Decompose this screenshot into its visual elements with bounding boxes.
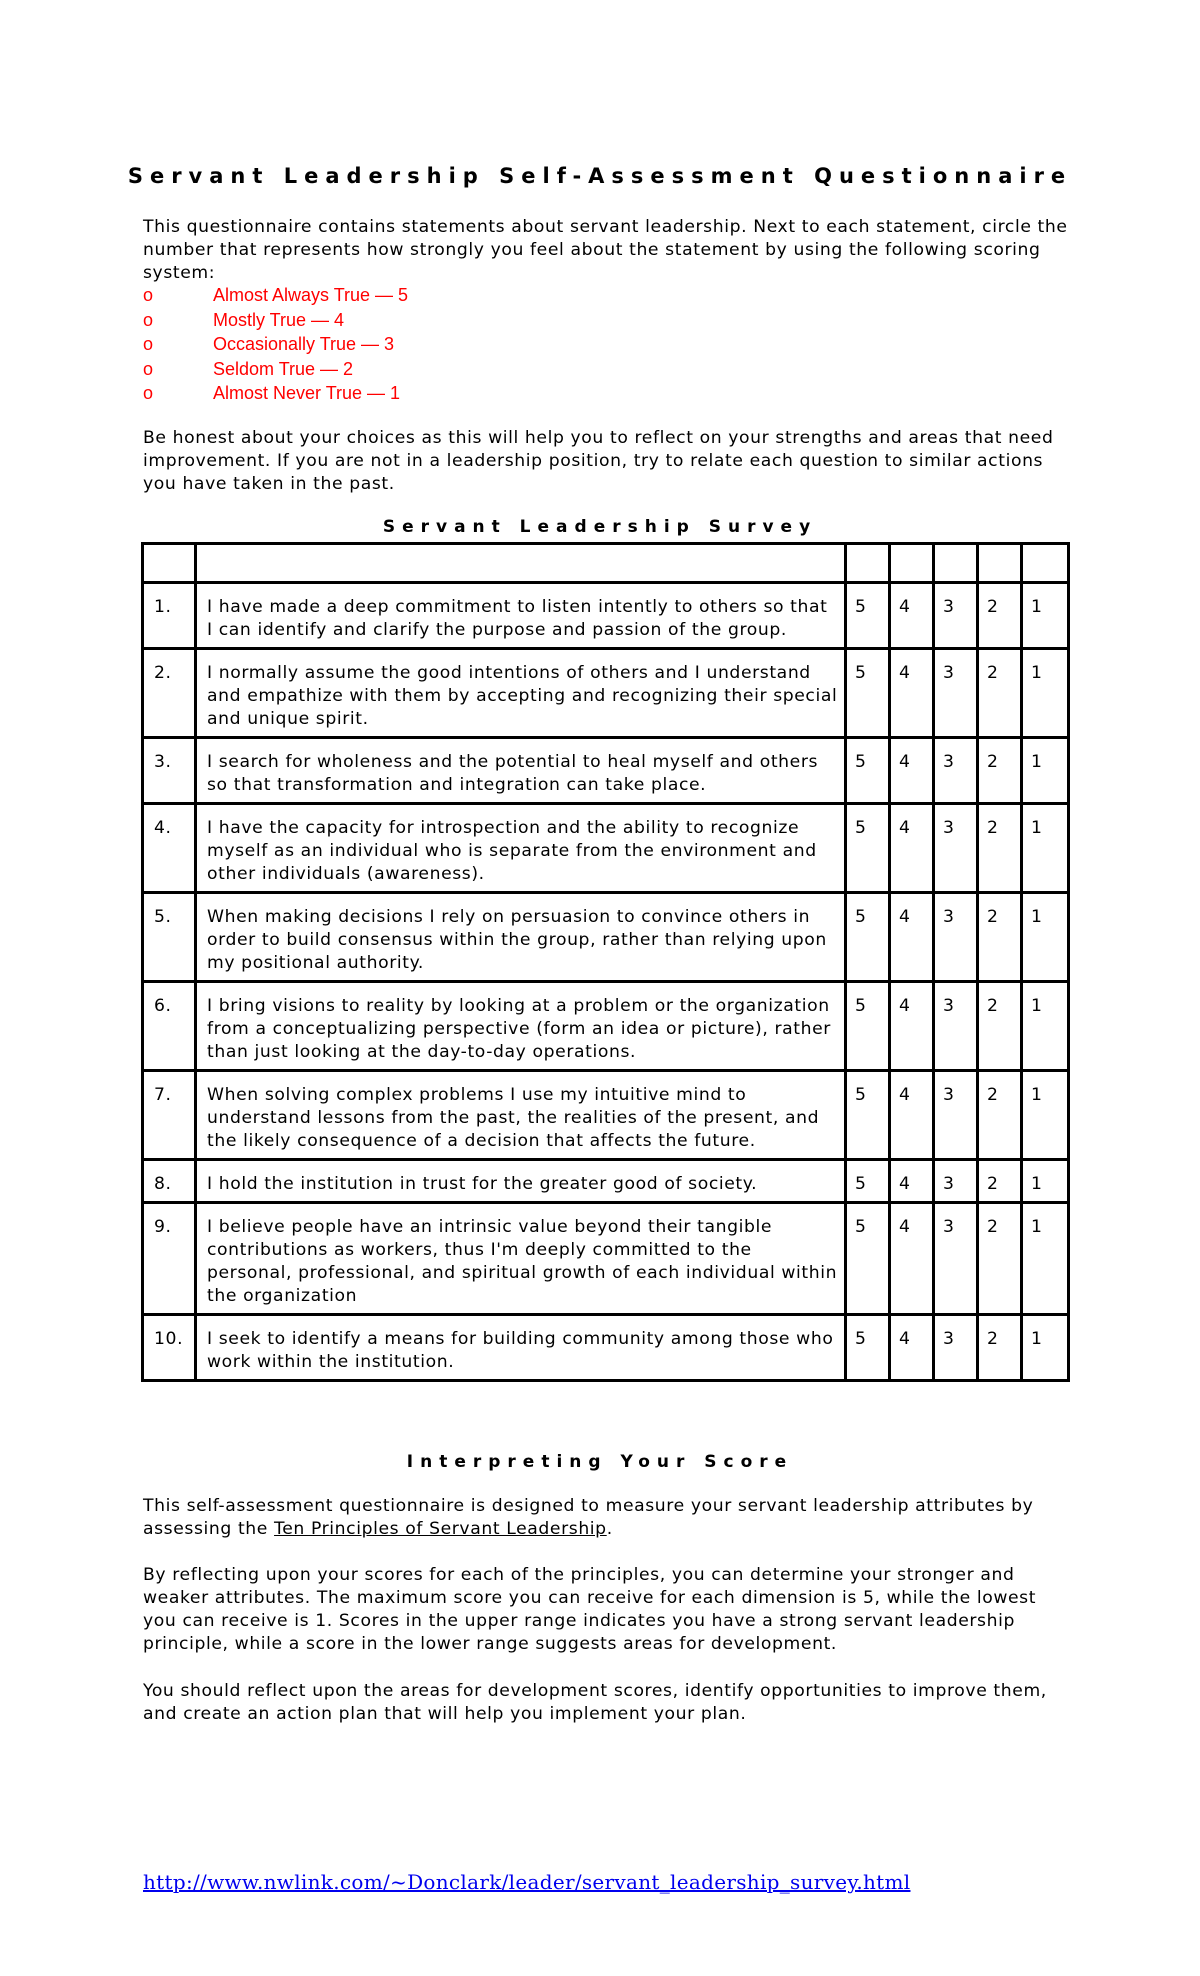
interpreting-heading: Interpreting Your Score: [406, 1452, 794, 1472]
item-statement: I bring visions to reality by looking at a problem or the organization from a conceptualizing perspective (form an idea or picture), rather than just looking at the day-to-day operations.: [197, 983, 847, 1072]
score-option[interactable]: 4: [891, 1072, 935, 1161]
score-option[interactable]: 2: [979, 584, 1023, 650]
score-option[interactable]: 3: [935, 584, 979, 650]
score-option[interactable]: 4: [891, 584, 935, 650]
score-option[interactable]: 1: [1023, 1072, 1067, 1161]
header-cell: [197, 545, 847, 584]
bullet-icon: o: [143, 309, 154, 330]
header-cell: [847, 545, 891, 584]
honesty-paragraph: Be honest about your choices as this will help you to reflect on your strengths and areas that need improvement. If you are not in a leadership position, try to relate each question to similar actions you have taken in the past.: [143, 428, 1054, 494]
score-option[interactable]: 1: [1023, 983, 1067, 1072]
score-option[interactable]: 3: [935, 650, 979, 739]
item-statement: When making decisions I rely on persuasion to convince others in order to build consensus within the group, rather than relying upon my positional authority.: [197, 894, 847, 983]
interpreting-paragraph-2: By reflecting upon your scores for each of the principles, you can determine your stronger and weaker attributes. The maximum score you can receive for each dimension is 5, while the lowest you can receive is 1. Scores in the upper range indicates you have a strong servant leadership principle, while a score in the lower range suggests areas for development.: [143, 1565, 1037, 1654]
item-statement: I have the capacity for introspection and the ability to recognize myself as an individual who is separate from the environment and other individuals (awareness).: [197, 805, 847, 894]
intro-paragraph: This questionnaire contains statements about servant leadership. Next to each statement, circle the number that represents how strongly you feel about the statement by using the following scoring system:: [143, 217, 1068, 283]
score-option[interactable]: 3: [935, 1204, 979, 1316]
table-row: [144, 1316, 1067, 1379]
score-option[interactable]: 4: [891, 739, 935, 805]
score-option[interactable]: 4: [891, 983, 935, 1072]
score-option[interactable]: 3: [935, 1161, 979, 1204]
table-row: [144, 894, 1067, 983]
score-option[interactable]: 5: [847, 1072, 891, 1161]
score-option[interactable]: 3: [935, 894, 979, 983]
score-option[interactable]: 5: [847, 1161, 891, 1204]
page-title: Servant Leadership Self-Assessment Questionnaire: [127, 164, 1073, 188]
header-cell: [935, 545, 979, 584]
scoring-label: Occasionally True — 3: [213, 334, 395, 355]
item-statement: I hold the institution in trust for the greater good of society.: [197, 1161, 847, 1204]
scoring-label: Almost Never True — 1: [213, 383, 401, 404]
score-option[interactable]: 1: [1023, 894, 1067, 983]
score-option[interactable]: 2: [979, 1072, 1023, 1161]
score-option[interactable]: 3: [935, 805, 979, 894]
score-option[interactable]: 4: [891, 1316, 935, 1379]
item-number: 2.: [144, 650, 197, 739]
item-number: 6.: [144, 983, 197, 1072]
score-option[interactable]: 5: [847, 894, 891, 983]
score-option[interactable]: 2: [979, 1316, 1023, 1379]
bullet-icon: o: [143, 285, 154, 305]
interpreting-paragraph-1: [143, 1495, 1073, 1541]
score-option[interactable]: 5: [847, 739, 891, 805]
item-number: 8.: [144, 1161, 197, 1204]
item-statement: I seek to identify a means for building community among those who work within the institution.: [197, 1316, 847, 1379]
score-option[interactable]: 2: [979, 805, 1023, 894]
item-statement: I have made a deep commitment to listen intently to others so that I can identify and clarify the purpose and passion of the group.: [197, 584, 847, 650]
item-number: 7.: [144, 1072, 197, 1161]
score-option[interactable]: 3: [935, 1316, 979, 1379]
interpreting-paragraph-3: You should reflect upon the areas for development scores, identify opportunities to improve them, and create an action plan that will help you implement your plan.: [143, 1681, 1047, 1724]
bullet-icon: o: [143, 383, 154, 404]
score-option[interactable]: 3: [935, 739, 979, 805]
ten-principles-link[interactable]: Ten Principles of Servant Leadership: [274, 1519, 607, 1539]
table-row: [144, 805, 1067, 894]
header-cell: [1023, 545, 1067, 584]
score-option[interactable]: 4: [891, 1204, 935, 1316]
header-cell: [891, 545, 935, 584]
header-cell: [979, 545, 1023, 584]
table-row: [144, 1204, 1067, 1316]
item-number: 5.: [144, 894, 197, 983]
table-row: [144, 1072, 1067, 1161]
scoring-label: Almost Always True — 5: [213, 285, 409, 305]
score-option[interactable]: 2: [979, 739, 1023, 805]
score-option[interactable]: 2: [979, 1204, 1023, 1316]
score-option[interactable]: 4: [891, 894, 935, 983]
score-option[interactable]: 5: [847, 983, 891, 1072]
score-option[interactable]: 2: [979, 894, 1023, 983]
score-option[interactable]: 3: [935, 983, 979, 1072]
score-option[interactable]: 1: [1023, 1204, 1067, 1316]
item-number: 10.: [144, 1316, 197, 1379]
score-option[interactable]: 1: [1023, 805, 1067, 894]
score-option[interactable]: 1: [1023, 584, 1067, 650]
header-cell: [144, 545, 197, 584]
survey-table: [141, 542, 1070, 1382]
score-option[interactable]: 5: [847, 1316, 891, 1379]
table-row: [144, 650, 1067, 739]
table-row: [144, 584, 1067, 650]
score-option[interactable]: 2: [979, 1161, 1023, 1204]
table-row: [144, 1161, 1067, 1204]
score-option[interactable]: 2: [979, 650, 1023, 739]
score-option[interactable]: 5: [847, 805, 891, 894]
item-number: 4.: [144, 805, 197, 894]
survey-body: [144, 545, 1067, 1379]
score-option[interactable]: 1: [1031, 1329, 1043, 1349]
score-option[interactable]: 4: [891, 805, 935, 894]
table-row: [144, 739, 1067, 805]
source-url-link[interactable]: http://www.nwlink.com/~Donclark/leader/servant_leadership_survey.html: [143, 1870, 911, 1894]
score-option[interactable]: 5: [847, 650, 891, 739]
score-option[interactable]: 3: [935, 1072, 979, 1161]
header-row: [144, 545, 1067, 584]
table-row: [144, 983, 1067, 1072]
item-statement: I believe people have an intrinsic value beyond their tangible contributions as workers, thus I'm deeply committed to the personal, professional, and spiritual growth of each individual within the organization: [197, 1204, 847, 1316]
bullet-icon: o: [143, 358, 154, 379]
score-option[interactable]: 5: [847, 1204, 891, 1316]
item-statement: I normally assume the good intentions of others and I understand and empathize with them by accepting and recognizing their special and unique spirit.: [197, 650, 847, 739]
score-option[interactable]: 1: [1023, 739, 1067, 805]
source-link-area: [143, 1870, 910, 1894]
scoring-label: Seldom True — 2: [213, 358, 354, 379]
item-statement: When solving complex problems I use my intuitive mind to understand lessons from the past, the realities of the present, and the likely consequence of a decision that affects the future.: [197, 1072, 847, 1161]
score-option[interactable]: 2: [979, 983, 1023, 1072]
item-number: 3.: [144, 739, 197, 805]
interp1-end: .: [606, 1519, 613, 1539]
interp1-text: This self-assessment questionnaire is designed to measure your servant leadership attributes by assessing the: [143, 1496, 1034, 1539]
score-option[interactable]: 1: [1023, 650, 1067, 739]
bullet-icon: o: [143, 334, 154, 355]
scoring-label: Mostly True — 4: [213, 309, 345, 330]
score-option[interactable]: 4: [891, 650, 935, 739]
item-statement: I search for wholeness and the potential to heal myself and others so that transformation and integration can take place.: [197, 739, 847, 805]
score-option[interactable]: 1: [1023, 1161, 1067, 1204]
survey-heading: Servant Leadership Survey: [382, 517, 818, 537]
item-number: 9.: [144, 1204, 197, 1316]
score-option[interactable]: 4: [891, 1161, 935, 1204]
item-number: 1.: [144, 584, 197, 650]
score-option[interactable]: 5: [847, 584, 891, 650]
